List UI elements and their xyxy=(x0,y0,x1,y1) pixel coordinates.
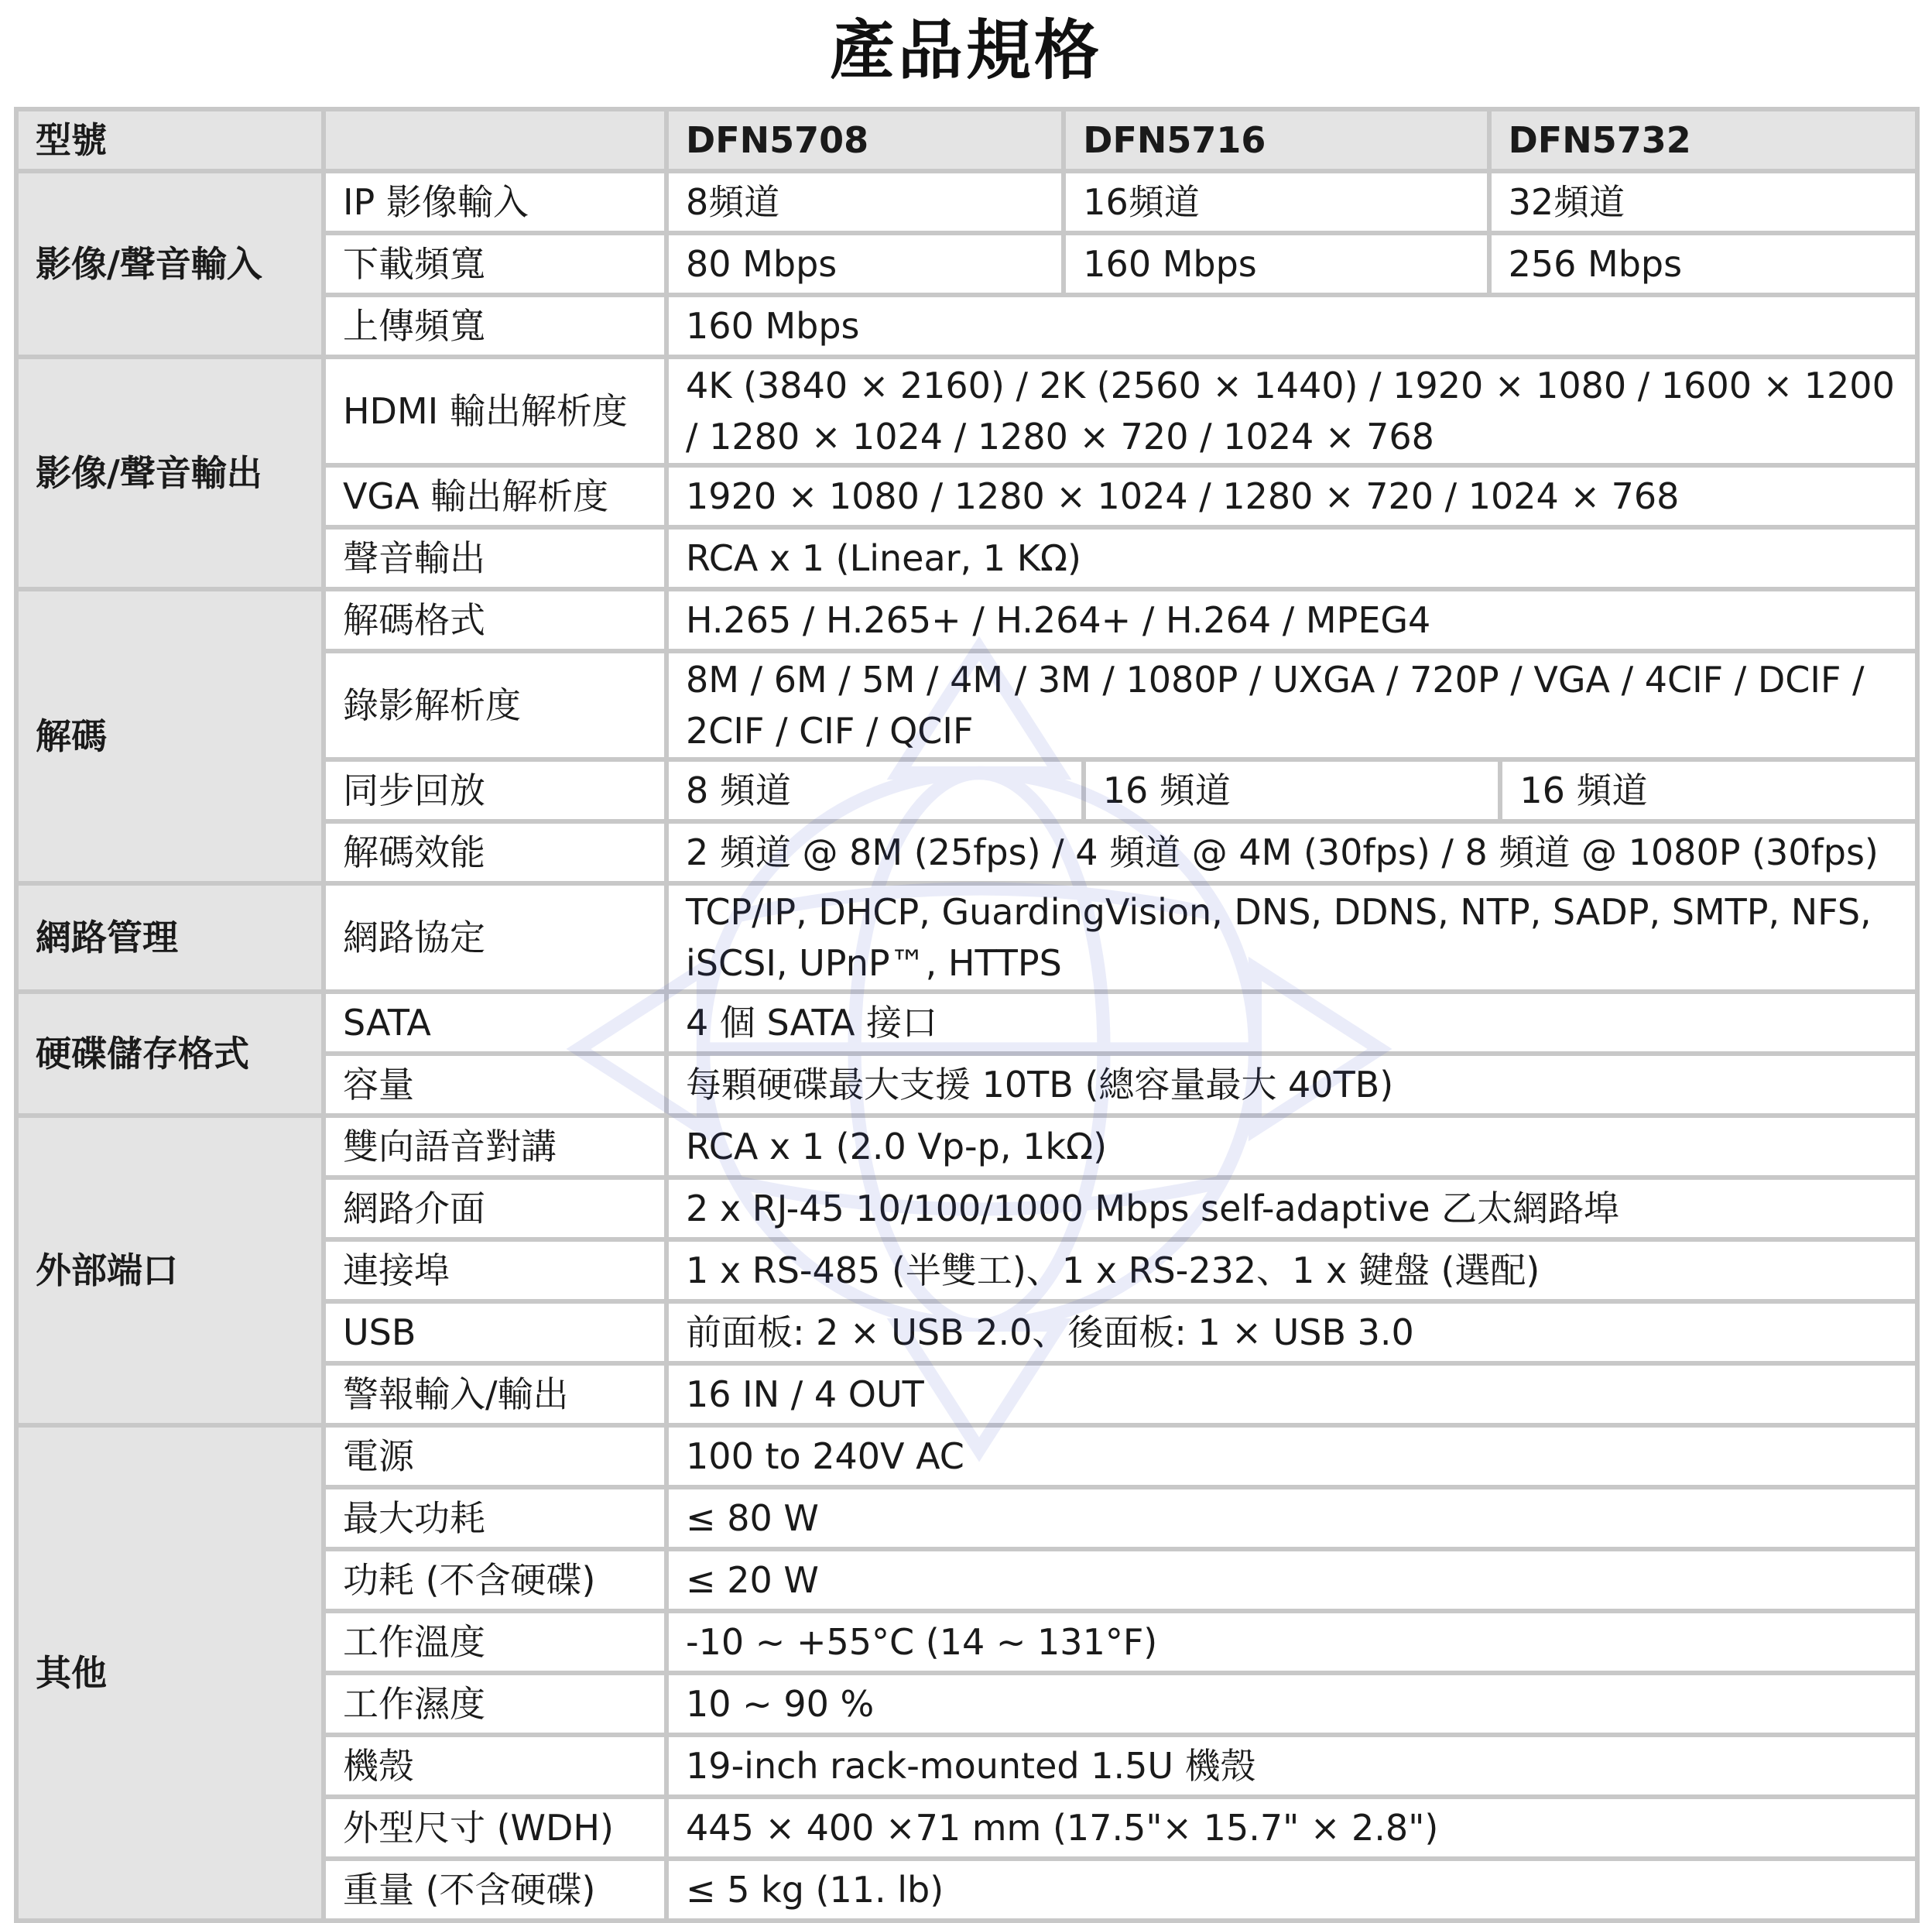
row-label: 功耗 (不含硬碟) xyxy=(326,1551,664,1609)
row-value: H.265 / H.265+ / H.264+ / H.264 / MPEG4 xyxy=(669,591,1915,649)
row-label: 容量 xyxy=(326,1056,664,1113)
model-dfn5708: DFN5708 xyxy=(669,111,1061,169)
row-value: 4K (3840 × 2160) / 2K (2560 × 1440) / 1920 × 1080 / 1600 × 1200 / 1280 × 1024 / 1280 × 720 / 1024 × 768 xyxy=(669,359,1915,463)
row-label: 聲音輸出 xyxy=(326,530,664,587)
row-value-split xyxy=(669,762,1915,819)
row-label: 解碼格式 xyxy=(326,591,664,649)
header-spacer xyxy=(326,111,664,169)
row-label: 同步回放 xyxy=(326,762,664,819)
row-value: 32頻道 xyxy=(1492,173,1915,231)
category-av-input: 影像/聲音輸入 xyxy=(19,173,321,355)
row-value: RCA x 1 (Linear, 1 KΩ) xyxy=(669,530,1915,587)
row-label: 錄影解析度 xyxy=(326,653,664,757)
row-value: 256 Mbps xyxy=(1492,235,1915,293)
row-value: 2 頻道 @ 8M (25fps) / 4 頻道 @ 4M (30fps) / 8 頻道 @ 1080P (30fps) xyxy=(669,824,1915,881)
row-value: 19-inch rack-mounted 1.5U 機殼 xyxy=(669,1737,1915,1794)
row-label: 重量 (不含硬碟) xyxy=(326,1861,664,1918)
row-value: ≤ 20 W xyxy=(669,1551,1915,1609)
row-value: 8頻道 xyxy=(669,173,1061,231)
table-row xyxy=(19,1118,1915,1175)
category-decoding: 解碼 xyxy=(19,591,321,881)
row-value: 445 × 400 ×71 mm (17.5"× 15.7" × 2.8") xyxy=(669,1799,1915,1856)
table-row xyxy=(19,591,1915,649)
row-value: 16 IN / 4 OUT xyxy=(669,1366,1915,1423)
category-ports: 外部端口 xyxy=(19,1118,321,1423)
row-value: 80 Mbps xyxy=(669,235,1061,293)
table-row xyxy=(19,994,1915,1051)
playback-dfn5716: 16 頻道 xyxy=(1081,762,1499,819)
row-label: 工作溫度 xyxy=(326,1613,664,1671)
row-value: 前面板: 2 × USB 2.0、後面板: 1 × USB 3.0 xyxy=(669,1304,1915,1361)
model-dfn5716: DFN5716 xyxy=(1066,111,1486,169)
playback-dfn5732: 16 頻道 xyxy=(1498,762,1915,819)
table-row xyxy=(19,886,1915,989)
row-value: RCA x 1 (2.0 Vp-p, 1kΩ) xyxy=(669,1118,1915,1175)
row-label: SATA xyxy=(326,994,664,1051)
row-value: 4 個 SATA 接口 xyxy=(669,994,1915,1051)
row-value: 8M / 6M / 5M / 4M / 3M / 1080P / UXGA / 720P / VGA / 4CIF / DCIF / 2CIF / CIF / QCIF xyxy=(669,653,1915,757)
category-av-output: 影像/聲音輸出 xyxy=(19,359,321,587)
row-value: 1920 × 1080 / 1280 × 1024 / 1280 × 720 / 1024 × 768 xyxy=(669,468,1915,525)
table-row xyxy=(19,173,1915,231)
row-value: 每顆硬碟最大支援 10TB (總容量最大 40TB) xyxy=(669,1056,1915,1113)
playback-dfn5708: 8 頻道 xyxy=(686,770,791,811)
row-label: 下載頻寬 xyxy=(326,235,664,293)
row-label: 網路協定 xyxy=(326,886,664,989)
row-label: VGA 輸出解析度 xyxy=(326,468,664,525)
row-value: -10 ~ +55°C (14 ~ 131°F) xyxy=(669,1613,1915,1671)
category-others: 其他 xyxy=(19,1428,321,1918)
row-value: 16頻道 xyxy=(1066,173,1486,231)
row-label: 網路介面 xyxy=(326,1180,664,1237)
row-label: IP 影像輸入 xyxy=(326,173,664,231)
row-value: 160 Mbps xyxy=(669,297,1915,355)
row-label: 外型尺寸 (WDH) xyxy=(326,1799,664,1856)
page-title: 產品規格 xyxy=(829,12,1102,88)
category-storage: 硬碟儲存格式 xyxy=(19,994,321,1113)
row-label: 機殼 xyxy=(326,1737,664,1794)
row-value: ≤ 80 W xyxy=(669,1489,1915,1547)
row-label: 工作濕度 xyxy=(326,1675,664,1733)
row-value: 10 ~ 90 % xyxy=(669,1675,1915,1733)
table-row xyxy=(19,1428,1915,1485)
model-dfn5732: DFN5732 xyxy=(1492,111,1915,169)
row-value: 100 to 240V AC xyxy=(669,1428,1915,1485)
row-value: TCP/IP, DHCP, GuardingVision, DNS, DDNS, NTP, SADP, SMTP, NFS, iSCSI, UPnP™, HTTPS xyxy=(669,886,1915,989)
row-value: ≤ 5 kg (11. lb) xyxy=(669,1861,1915,1918)
row-label: 上傳頻寬 xyxy=(326,297,664,355)
row-label: 連接埠 xyxy=(326,1242,664,1299)
spec-table xyxy=(14,107,1920,1923)
row-label: USB xyxy=(326,1304,664,1361)
row-value: 160 Mbps xyxy=(1066,235,1486,293)
header-row xyxy=(19,111,1915,169)
row-label: 解碼效能 xyxy=(326,824,664,881)
row-label: 警報輸入/輸出 xyxy=(326,1366,664,1423)
model-label: 型號 xyxy=(19,111,321,169)
row-value: 2 x RJ-45 10/100/1000 Mbps self-adaptive 乙太網路埠 xyxy=(669,1180,1915,1237)
row-label: HDMI 輸出解析度 xyxy=(326,359,664,463)
category-network: 網路管理 xyxy=(19,886,321,989)
row-value: 1 x RS-485 (半雙工)、1 x RS-232、1 x 鍵盤 (選配) xyxy=(669,1242,1915,1299)
row-label: 雙向語音對講 xyxy=(326,1118,664,1175)
row-label: 最大功耗 xyxy=(326,1489,664,1547)
table-row xyxy=(19,359,1915,463)
row-label: 電源 xyxy=(326,1428,664,1485)
